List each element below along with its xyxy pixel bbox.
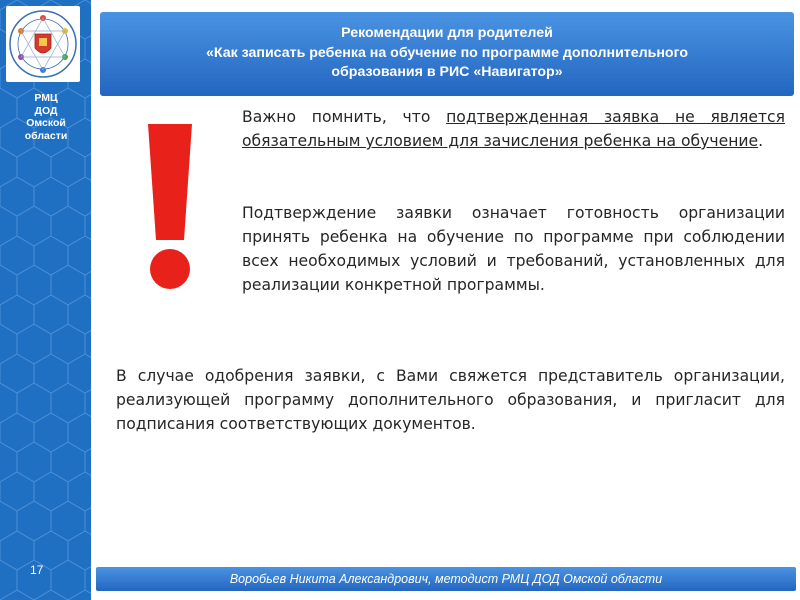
important-note: [242, 105, 785, 153]
page-number: 17: [30, 563, 44, 577]
note-prefix: Важно помнить, что: [242, 108, 447, 126]
org-line: области: [24, 129, 68, 142]
note-suffix: .: [758, 132, 764, 150]
emblem-logo-icon: [6, 6, 80, 82]
note-underlined: подтвержденная заявка не является обязательным условием для зачисления ребенка на обучение: [242, 108, 786, 150]
title-line: Рекомендации для родителей: [341, 25, 553, 41]
title-line: образования в РИС «Навигатор»: [331, 64, 563, 80]
page-title: [100, 12, 794, 96]
confirmation-paragraph: Подтверждение заявки означает готовность организации принять ребенка на обучение по программе при соблюдении всех необходимых условий и требований, установленных для реализации конкретной программы.: [242, 204, 785, 294]
logo: [6, 6, 80, 82]
approval-paragraph: В случае одобрения заявки, с Вами свяжется представитель организации, реализующей программу дополнительного образования, и пригласит для подписания соответствующих документов.: [116, 367, 785, 433]
org-line: Омской: [26, 117, 66, 129]
org-line: ДОД: [34, 104, 58, 117]
footer: Воробьев Никита Александрович, методист РМЦ ДОД Омской области: [96, 567, 796, 591]
org-name: [6, 92, 86, 142]
title-line: «Как записать ребенка на обучение по программе дополнительного: [205, 44, 688, 61]
sidebar: [0, 0, 91, 600]
hexagon-pattern: [0, 0, 91, 600]
org-line: РМЦ: [34, 92, 58, 104]
exclamation-mark-icon: [128, 108, 212, 298]
